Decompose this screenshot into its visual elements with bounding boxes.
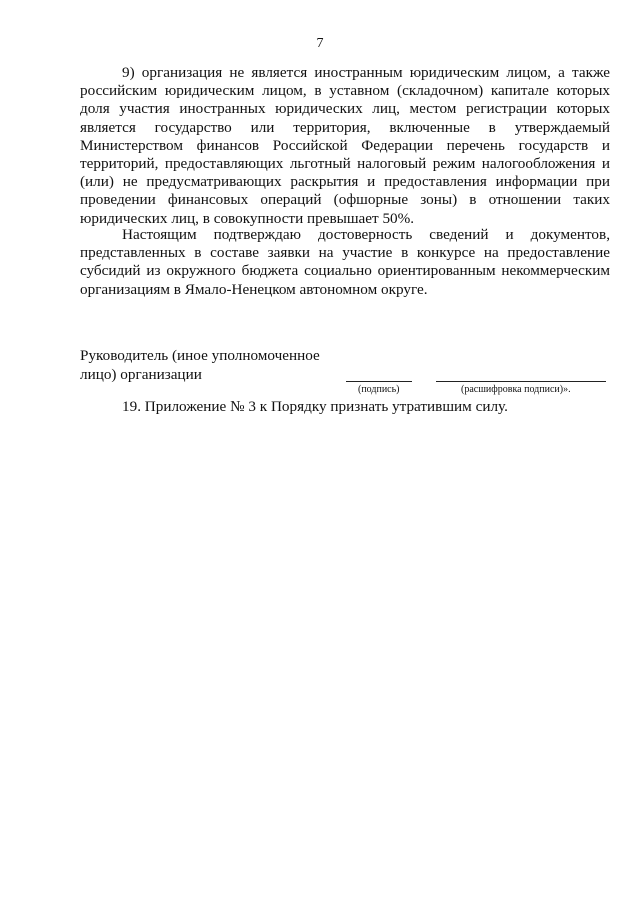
paragraph-item-9: 9) организация не является иностранным юридическим лицом, а также российским юридическим лицом, в уставном (складочном) капитале которых доля участия иностранных юридических лиц, местом регистрации которых является государство или территория, включенные в утверждаемый Министерством финансов Российской Федерации перечень государств и территорий, предоставляющих льготный налоговый режим налогообложения и (или) не предусматривающих раскрытия и предоставления информации при проведении финансовых операций (офшорные зоны) в отношении таких юридических лиц, в совокупности превышает 50%. — [80, 64, 610, 227]
confirmation-paragraph: Настоящим подтверждаю достоверность сведений и документов, представленных в составе заявки на участие в конкурсе на предоставление субсидий из окружного бюджета социально ориентированным некоммерческим организациям в Ямало-Ненецком автономном округе. — [80, 226, 610, 298]
signatory-block — [80, 346, 380, 384]
signature-line — [346, 381, 412, 382]
item-19-paragraph: 19. Приложение № 3 к Порядку признать утратившим силу. — [122, 398, 508, 415]
page-number: 7 — [316, 36, 324, 51]
signature-caption: (подпись) — [358, 384, 400, 395]
signatory-role-line-1: Руководитель (иное уполномоченное — [80, 347, 320, 364]
signatory-role-line-2: лицо) организации — [80, 366, 202, 383]
signature-transcript-line — [436, 381, 606, 382]
signature-transcript-caption: (расшифровка подписи)». — [461, 384, 571, 395]
